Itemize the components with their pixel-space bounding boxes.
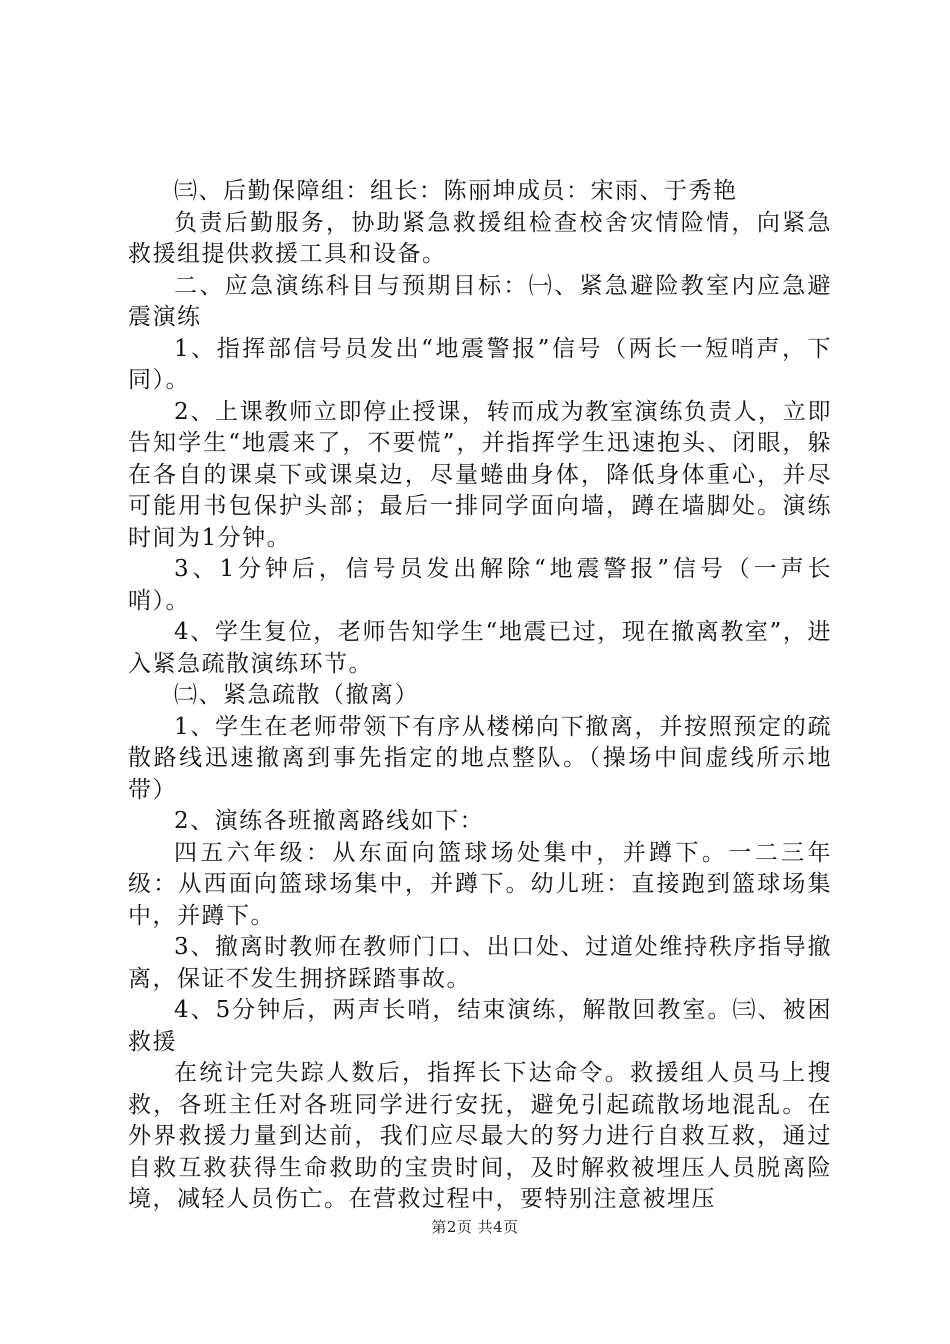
paragraph: 四五六年级：从东面向篮球场处集中，并蹲下。一二三年级：从西面向篮球场集中，并蹲下。幼儿班：直接跑到篮球场集中，并蹲下。 — [128, 839, 832, 929]
page-footer — [0, 1216, 950, 1237]
paragraph: 1、指挥部信号员发出“地震警报”信号（两长一短哨声，下同）。 — [128, 335, 832, 393]
paragraph: 负责后勤服务，协助紧急救援组检查校舍灾情险情，向紧急救援组提供救援工具和设备。 — [128, 209, 832, 267]
page-number-label: 第2页 共4页 — [431, 1218, 519, 1236]
paragraph: 3、撤离时教师在教师门口、出口处、过道处维持秩序指导撤离，保证不发生拥挤踩踏事故。 — [128, 934, 832, 992]
paragraph: 4、5分钟后，两声长哨，结束演练，解散回教室。㈢、被困救援 — [128, 997, 832, 1055]
paragraph: 1、学生在老师带领下有序从楼梯向下撤离，并按照预定的疏散路线迅速撤离到事先指定的地点整队。（操场中间虚线所示地带） — [128, 713, 832, 803]
paragraph: 2、演练各班撤离路线如下： — [174, 808, 485, 834]
paragraph: 4、学生复位，老师告知学生“地震已过，现在撤离教室”，进入紧急疏散演练环节。 — [128, 619, 832, 677]
paragraph: ㈢、后勤保障组：组长：陈丽坤成员：宋雨、于秀艳 — [174, 178, 738, 204]
paragraph: ㈡、紧急疏散（撤离） — [174, 682, 419, 708]
paragraph: 3、1分钟后，信号员发出解除“地震警报”信号（一声长哨）。 — [128, 556, 832, 614]
paragraph: 2、上课教师立即停止授课，转而成为教室演练负责人，立即告知学生“地震来了，不要慌”，并指挥学生迅速抱头、闭眼，躲在各自的课桌下或课桌边，尽量蜷曲身体，降低身体重心，并尽可能用书包保护头部；最后一排同学面向墙，蹲在墙脚处。演练时间为1分钟。 — [128, 398, 832, 551]
document-body — [128, 176, 832, 1216]
paragraph: 二、应急演练科目与预期目标：㈠、紧急避险教室内应急避震演练 — [128, 272, 832, 330]
paragraph: 在统计完失踪人数后，指挥长下达命令。救援组人员马上搜救，各班主任对各班同学进行安抚，避免引起疏散场地混乱。在外界救援力量到达前，我们应尽最大的努力进行自救互救，通过自救互救获得生命救助的宝贵时间，及时解救被埋压人员脱离险境，减轻人员伤亡。在营救过程中，要特别注意被埋压 — [128, 1060, 832, 1212]
